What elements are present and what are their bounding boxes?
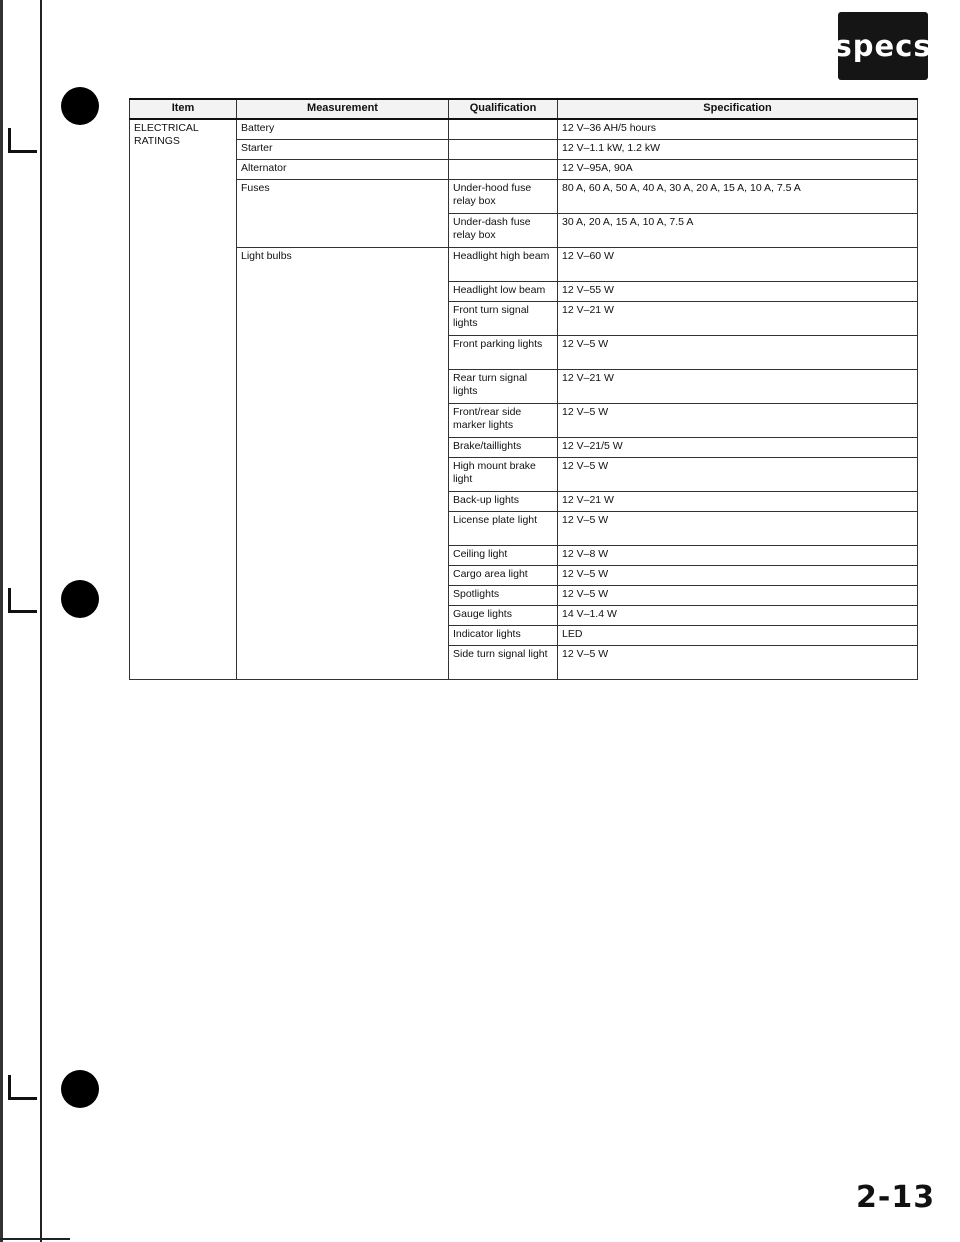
specification-cell: 12 V–5 W	[558, 512, 918, 546]
specification-cell: 30 A, 20 A, 15 A, 10 A, 7.5 A	[558, 214, 918, 248]
qualification-cell: License plate light	[449, 512, 558, 546]
qualification-cell: Rear turn signal lights	[449, 370, 558, 404]
qualification-cell: Under-hood fuse relay box	[449, 180, 558, 214]
specification-cell: LED	[558, 626, 918, 646]
item-line: ELECTRICAL	[134, 122, 199, 134]
table-row	[130, 248, 918, 282]
qualification-cell: Front/rear side marker lights	[449, 404, 558, 438]
specification-cell: 12 V–21 W	[558, 492, 918, 512]
specification-cell: 12 V–5 W	[558, 404, 918, 438]
specification-cell: 12 V–1.1 kW, 1.2 kW	[558, 140, 918, 160]
table-row	[130, 140, 918, 160]
qualification-cell: Side turn signal light	[449, 646, 558, 680]
qualification-cell: Headlight high beam	[449, 248, 558, 282]
item-cell	[130, 119, 237, 680]
specification-cell: 12 V–95A, 90A	[558, 160, 918, 180]
qualification-cell	[449, 160, 558, 180]
punch-hole	[61, 1070, 99, 1108]
header-specification: Specification	[558, 99, 918, 119]
qualification-cell: Cargo area light	[449, 566, 558, 586]
specification-cell: 12 V–55 W	[558, 282, 918, 302]
specification-cell: 12 V–5 W	[558, 458, 918, 492]
qualification-cell: Under-dash fuse relay box	[449, 214, 558, 248]
binding-line	[40, 0, 42, 1242]
measurement-cell: Fuses	[237, 180, 449, 248]
page-edge-bottom	[0, 1238, 70, 1240]
measurement-cell: Light bulbs	[237, 248, 449, 680]
specification-cell: 12 V–60 W	[558, 248, 918, 282]
specification-cell: 12 V–21 W	[558, 370, 918, 404]
table-row	[130, 160, 918, 180]
qualification-cell: Spotlights	[449, 586, 558, 606]
specs-logo: specs	[838, 12, 928, 80]
table-row	[130, 119, 918, 140]
specification-cell: 12 V–5 W	[558, 586, 918, 606]
qualification-cell: Gauge lights	[449, 606, 558, 626]
qualification-cell: Front parking lights	[449, 336, 558, 370]
specification-cell: 12 V–5 W	[558, 336, 918, 370]
qualification-cell: Back-up lights	[449, 492, 558, 512]
specification-cell: 12 V–21 W	[558, 302, 918, 336]
table-row	[130, 180, 918, 214]
measurement-cell: Battery	[237, 119, 449, 140]
qualification-cell: Brake/taillights	[449, 438, 558, 458]
measurement-cell: Alternator	[237, 160, 449, 180]
specification-cell: 14 V–1.4 W	[558, 606, 918, 626]
qualification-cell: Front turn signal lights	[449, 302, 558, 336]
binding-mark	[8, 1075, 37, 1100]
binding-mark	[8, 128, 37, 153]
qualification-cell	[449, 140, 558, 160]
header-item: Item	[130, 99, 237, 119]
specification-cell: 12 V–36 AH/5 hours	[558, 119, 918, 140]
header-qualification: Qualification	[449, 99, 558, 119]
measurement-cell: Starter	[237, 140, 449, 160]
page-number: 2-13	[856, 1180, 936, 1215]
item-line: RATINGS	[134, 135, 180, 147]
qualification-cell: Ceiling light	[449, 546, 558, 566]
qualification-cell: Headlight low beam	[449, 282, 558, 302]
page-edge	[0, 0, 3, 1242]
qualification-cell	[449, 119, 558, 140]
specifications-table	[129, 98, 918, 680]
specification-cell: 12 V–5 W	[558, 566, 918, 586]
specification-cell: 12 V–5 W	[558, 646, 918, 680]
table-header-row	[130, 99, 918, 119]
header-measurement: Measurement	[237, 99, 449, 119]
specification-cell: 12 V–21/5 W	[558, 438, 918, 458]
specification-cell: 12 V–8 W	[558, 546, 918, 566]
binding-mark	[8, 588, 37, 613]
punch-hole	[61, 580, 99, 618]
specification-cell: 80 A, 60 A, 50 A, 40 A, 30 A, 20 A, 15 A, 10 A, 7.5 A	[558, 180, 918, 214]
qualification-cell: Indicator lights	[449, 626, 558, 646]
qualification-cell: High mount brake light	[449, 458, 558, 492]
punch-hole	[61, 87, 99, 125]
